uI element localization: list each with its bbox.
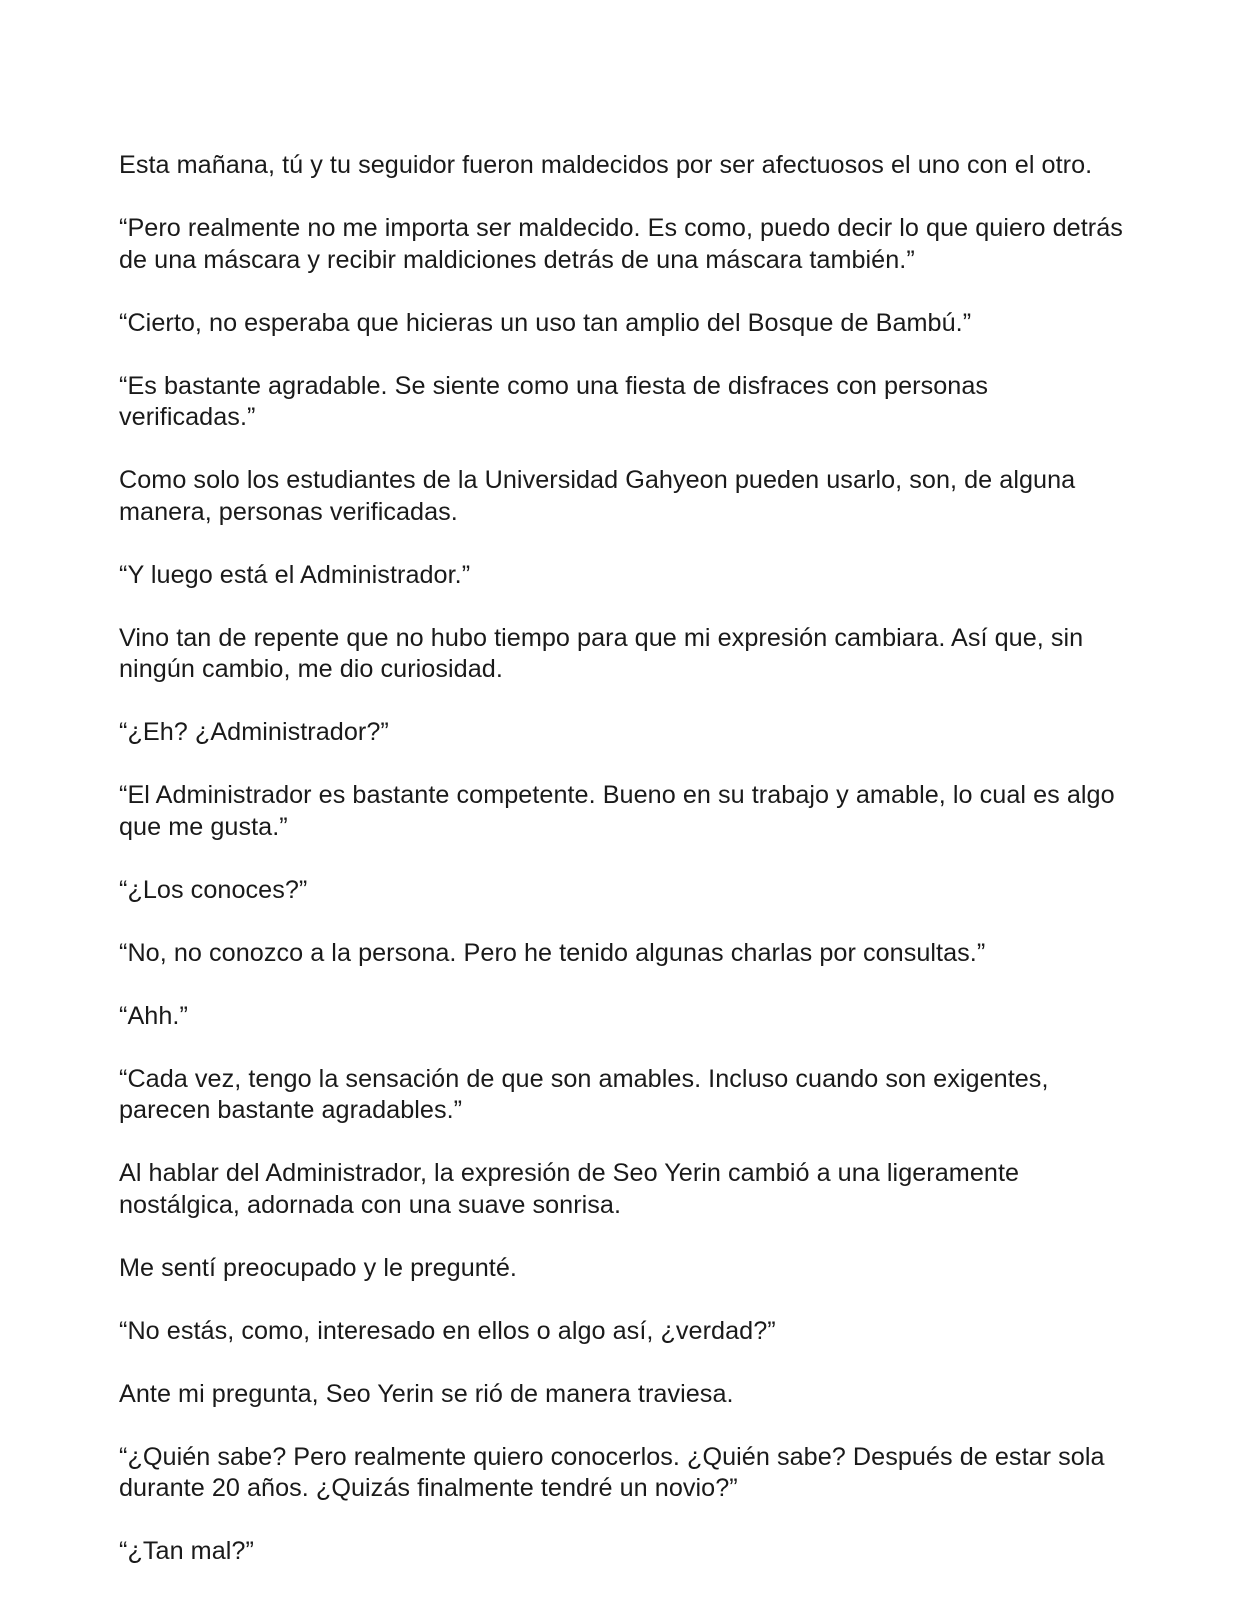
paragraph: Esta mañana, tú y tu seguidor fueron maldecidos por ser afectuosos el uno con el otro. xyxy=(119,151,1093,179)
paragraph: Ante mi pregunta, Seo Yerin se rió de manera traviesa. xyxy=(119,1379,734,1408)
paragraph: “¿Tan mal?” xyxy=(119,1537,254,1565)
paragraph: “No estás, como, interesado en ellos o algo así, ¿verdad?” xyxy=(119,1316,776,1345)
paragraph: Me sentí preocupado y le pregunté. xyxy=(119,1253,517,1282)
paragraph: “¿Los conoces?” xyxy=(119,875,308,904)
paragraph: “Cierto, no esperaba que hicieras un uso tan amplio del Bosque de Bambú.” xyxy=(119,308,972,337)
paragraph: “Pero realmente no me importa ser maldecido. Es como, puedo decir lo que quiero detrás de una máscara y recibir maldiciones detrás de una máscara también.” xyxy=(119,214,1123,274)
paragraph: “¿Quién sabe? Pero realmente quiero conocerlos. ¿Quién sabe? Después de estar sola durante 20 años. ¿Quizás finalmente tendré un novio?” xyxy=(119,1442,1105,1502)
paragraph: Al hablar del Administrador, la expresión de Seo Yerin cambió a una ligeramente nostálgica, adornada con una suave sonrisa. xyxy=(119,1159,1020,1219)
paragraph: “Es bastante agradable. Se siente como una fiesta de disfraces con personas verificadas.” xyxy=(119,371,989,431)
paragraph: “¿Eh? ¿Administrador?” xyxy=(119,718,389,746)
paragraph: Como solo los estudiantes de la Universidad Gahyeon pueden usarlo, son, de alguna manera, personas verificadas. xyxy=(119,466,1076,526)
paragraph: “El Administrador es bastante competente. Bueno en su trabajo y amable, lo cual es algo que me gusta.” xyxy=(119,781,1115,841)
paragraph: “Y luego está el Administrador.” xyxy=(119,560,471,589)
paragraph: “Cada vez, tengo la sensación de que son amables. Incluso cuando son exigentes, parecen bastante agradables.” xyxy=(119,1064,1049,1124)
document-body xyxy=(119,150,1129,1599)
paragraph: Vino tan de repente que no hubo tiempo para que mi expresión cambiara. Así que, sin ningún cambio, me dio curiosidad. xyxy=(119,623,1084,683)
paragraph: “Ahh.” xyxy=(119,1001,188,1030)
paragraph: “No, no conozco a la persona. Pero he tenido algunas charlas por consultas.” xyxy=(119,938,986,967)
